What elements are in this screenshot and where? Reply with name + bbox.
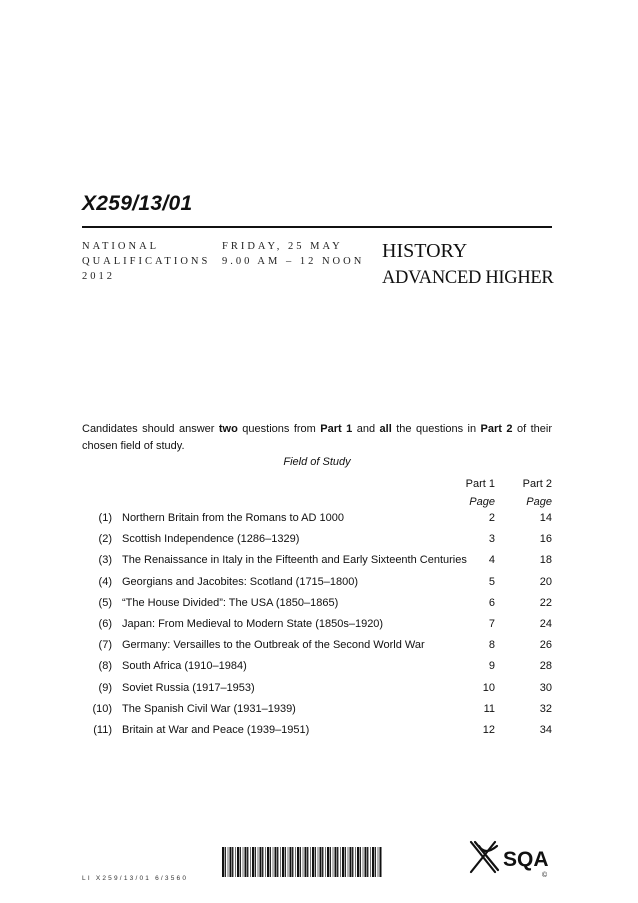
row-number: (5) [98,596,112,609]
row-part2-page: 20 [539,575,552,588]
row-number: (2) [98,533,112,546]
row-title: Germany: Versailles to the Outbreak of the Second World War [122,639,425,652]
row-part2-page: 18 [539,554,552,567]
row-part1-page: 6 [488,596,495,609]
subject-level: ADVANCED HIGHER [382,268,554,288]
table-row [82,660,552,681]
exam-time: 9.00 AM – 12 NOON [222,256,365,267]
instr-text-5: of their chosen field of study. [82,423,553,452]
subject-title: HISTORY [382,240,468,262]
exam-date: FRIDAY, 25 MAY [222,241,343,252]
row-part2-page: 30 [539,681,552,694]
national-qualifications-block [82,239,210,284]
table-row [82,554,552,575]
row-number: (11) [93,723,112,736]
row-title: Northern Britain from the Romans to AD 1000 [122,512,344,524]
table-row [82,512,552,533]
national-line: NATIONAL [82,241,160,252]
row-number: (1) [98,512,112,524]
instr-bold-1: two [218,423,238,435]
table-row [82,533,552,554]
row-part1-page: 12 [482,723,495,736]
header-rule [82,226,552,228]
row-part2-page: 34 [539,723,552,736]
paper-code: X259/13/01 [82,192,193,215]
row-title: Georgians and Jacobites: Scotland (1715–1800) [122,575,359,588]
table-row [82,597,552,618]
row-number: (8) [98,660,112,673]
row-part2-page: 14 [539,512,552,524]
row-title: Japan: From Medieval to Modern State (1850s–1920) [122,617,384,630]
qualifications-line: QUALIFICATIONS [82,256,211,267]
row-part1-page: 4 [488,554,495,567]
row-number: (4) [98,575,112,588]
footer-code: LI X259/13/01 6/3560 [82,875,189,882]
row-part2-page: 28 [539,660,552,673]
year-line: 2012 [82,271,115,282]
exam-date-block [222,239,364,269]
row-title: The Spanish Civil War (1931–1939) [122,702,296,715]
col2-subheader: Page [526,496,552,508]
row-number: (6) [98,617,112,630]
table-caption: Field of Study [283,456,351,468]
row-part1-page: 2 [488,512,495,524]
row-part2-page: 22 [539,596,552,609]
logo-text: SQA [503,848,549,871]
table-row [82,639,552,660]
row-part1-page: 10 [482,681,495,694]
row-title: Soviet Russia (1917–1953) [122,681,255,694]
row-part2-page: 16 [539,533,552,546]
row-part1-page: 5 [488,575,495,588]
row-title: Britain at War and Peace (1939–1951) [122,723,310,736]
row-part1-page: 11 [483,702,495,715]
instr-text-1: Candidates should answer [82,423,219,435]
row-number: (7) [98,639,112,652]
row-title: South Africa (1910–1984) [122,660,247,673]
table-row [82,724,552,745]
table-row [82,703,552,724]
col1-header: Part 1 [465,478,495,490]
instr-bold-4: Part 2 [480,423,513,435]
row-part2-page: 32 [539,702,552,715]
instr-text-2: questions from [237,423,321,435]
instructions [82,421,552,455]
row-title: “The House Divided”: The USA (1850–1865) [122,596,339,609]
table-row [82,576,552,597]
row-number: (3) [98,554,112,567]
row-part2-page: 24 [539,617,552,630]
instr-text-3: and [352,423,380,435]
row-part1-page: 9 [488,660,495,673]
col2-header: Part 2 [522,478,552,490]
row-title: Scottish Independence (1286–1329) [122,533,300,546]
field-of-study-table [82,512,552,745]
instr-bold-2: Part 1 [320,423,353,435]
row-part2-page: 26 [539,639,552,652]
row-number: (10) [92,702,112,715]
copyright-mark: © [542,872,548,879]
table-row [82,618,552,639]
col1-subheader: Page [469,496,495,508]
row-title: The Renaissance in Italy in the Fifteenth and Early Sixteenth Centuries [122,554,467,567]
barcode [222,847,384,877]
row-part1-page: 8 [488,639,495,652]
instr-text-4: the questions in [391,423,481,435]
row-part1-page: 3 [488,533,495,546]
table-row [82,682,552,703]
instr-bold-3: all [379,423,392,435]
row-number: (9) [98,681,112,694]
row-part1-page: 7 [488,617,495,630]
